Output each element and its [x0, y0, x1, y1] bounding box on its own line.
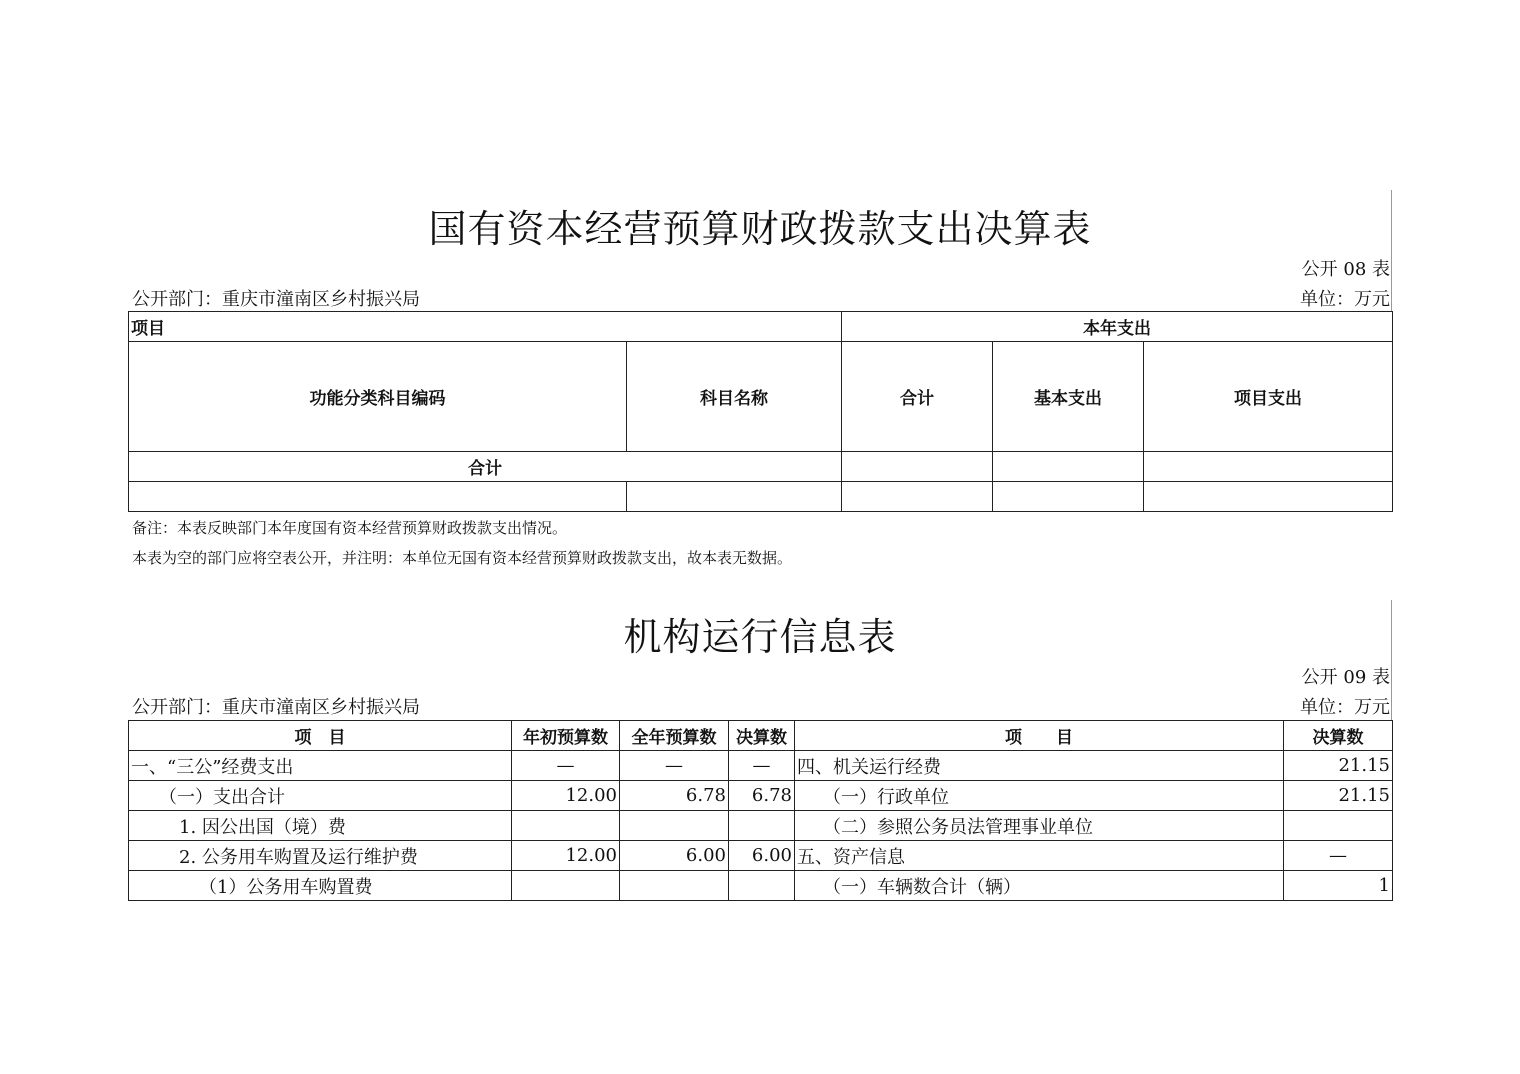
- table-row: [129, 452, 1393, 482]
- cell-empty: [1144, 452, 1393, 482]
- cell-final-left: [729, 811, 795, 841]
- row-label-left: 一、“三公”经费支出: [129, 751, 512, 781]
- header-budget-initial: 年初预算数: [512, 721, 620, 751]
- header-code: 功能分类科目编码: [129, 342, 627, 452]
- table1-note-1: 备注：本表反映部门本年度国有资本经营预算财政拨款支出情况。: [132, 519, 568, 537]
- cell-budget-full: [620, 871, 729, 901]
- cell-budget-full: 6.00: [620, 841, 729, 871]
- row-label-right: （一）行政单位: [795, 781, 1284, 811]
- header-final-right: 决算数: [1284, 721, 1393, 751]
- cell-final-right: 21.15: [1284, 751, 1393, 781]
- cell-empty: [627, 482, 842, 512]
- cell-budget-full: 6.78: [620, 781, 729, 811]
- header-name: 科目名称: [627, 342, 842, 452]
- table2-grid: [128, 720, 1393, 901]
- cell-budget-initial: 12.00: [512, 781, 620, 811]
- header-basic: 基本支出: [993, 342, 1144, 452]
- header-item-left: 项 目: [129, 721, 512, 751]
- cell-final-left: —: [729, 751, 795, 781]
- cell-final-right: [1284, 811, 1393, 841]
- cell-empty: [1144, 482, 1393, 512]
- cell-empty: [993, 482, 1144, 512]
- table2-unit: 单位：万元: [1300, 697, 1390, 718]
- header-this-year: 本年支出: [842, 312, 1393, 342]
- cell-budget-full: —: [620, 751, 729, 781]
- row-label-right: （二）参照公务员法管理事业单位: [795, 811, 1284, 841]
- row-label-right: 五、资产信息: [795, 841, 1284, 871]
- table-row: [129, 871, 1393, 901]
- row-label-left: （一）支出合计: [129, 781, 512, 811]
- cell-budget-initial: [512, 871, 620, 901]
- table1-title: 国有资本经营预算财政拨款支出决算表: [428, 207, 1092, 251]
- cell-budget-initial: —: [512, 751, 620, 781]
- cell-final-right: —: [1284, 841, 1393, 871]
- header-project: 项目支出: [1144, 342, 1393, 452]
- header-item-right: 项 目: [795, 721, 1284, 751]
- table1-department: 公开部门：重庆市潼南区乡村振兴局: [132, 289, 420, 310]
- cell-final-left: 6.00: [729, 841, 795, 871]
- row-label-right: 四、机关运行经费: [795, 751, 1284, 781]
- row-label-right: （一）车辆数合计（辆）: [795, 871, 1284, 901]
- table2-department: 公开部门：重庆市潼南区乡村振兴局: [132, 697, 420, 718]
- table2-form-number: 公开 09 表: [1301, 667, 1390, 688]
- cell-final-left: [729, 871, 795, 901]
- table-row: [129, 751, 1393, 781]
- cell-final-right: 1: [1284, 871, 1393, 901]
- header-item: 项目: [129, 312, 842, 342]
- cell-empty: [842, 482, 993, 512]
- table1-grid: [128, 311, 1393, 512]
- header-budget-full: 全年预算数: [620, 721, 729, 751]
- cell-budget-initial: 12.00: [512, 841, 620, 871]
- row-label-left: （1）公务用车购置费: [129, 871, 512, 901]
- table-row: [129, 841, 1393, 871]
- cell-budget-initial: [512, 811, 620, 841]
- cell-final-left: 6.78: [729, 781, 795, 811]
- header-total: 合计: [842, 342, 993, 452]
- table-row: [129, 781, 1393, 811]
- cell-empty: [993, 452, 1144, 482]
- header-final-left: 决算数: [729, 721, 795, 751]
- table1-unit: 单位：万元: [1300, 289, 1390, 310]
- total-row-label: 合计: [129, 452, 842, 482]
- row-label-left: 1. 因公出国（境）费: [129, 811, 512, 841]
- cell-final-right: 21.15: [1284, 781, 1393, 811]
- cell-empty: [129, 482, 627, 512]
- cell-budget-full: [620, 811, 729, 841]
- table-row: [129, 811, 1393, 841]
- cell-empty: [842, 452, 993, 482]
- table2-title: 机构运行信息表: [623, 615, 897, 659]
- table1-form-number: 公开 08 表: [1301, 259, 1390, 280]
- table1-note-2: 本表为空的部门应将空表公开，并注明：本单位无国有资本经营预算财政拨款支出，故本表无数据。: [132, 549, 793, 567]
- table-row: [129, 482, 1393, 512]
- row-label-left: 2. 公务用车购置及运行维护费: [129, 841, 512, 871]
